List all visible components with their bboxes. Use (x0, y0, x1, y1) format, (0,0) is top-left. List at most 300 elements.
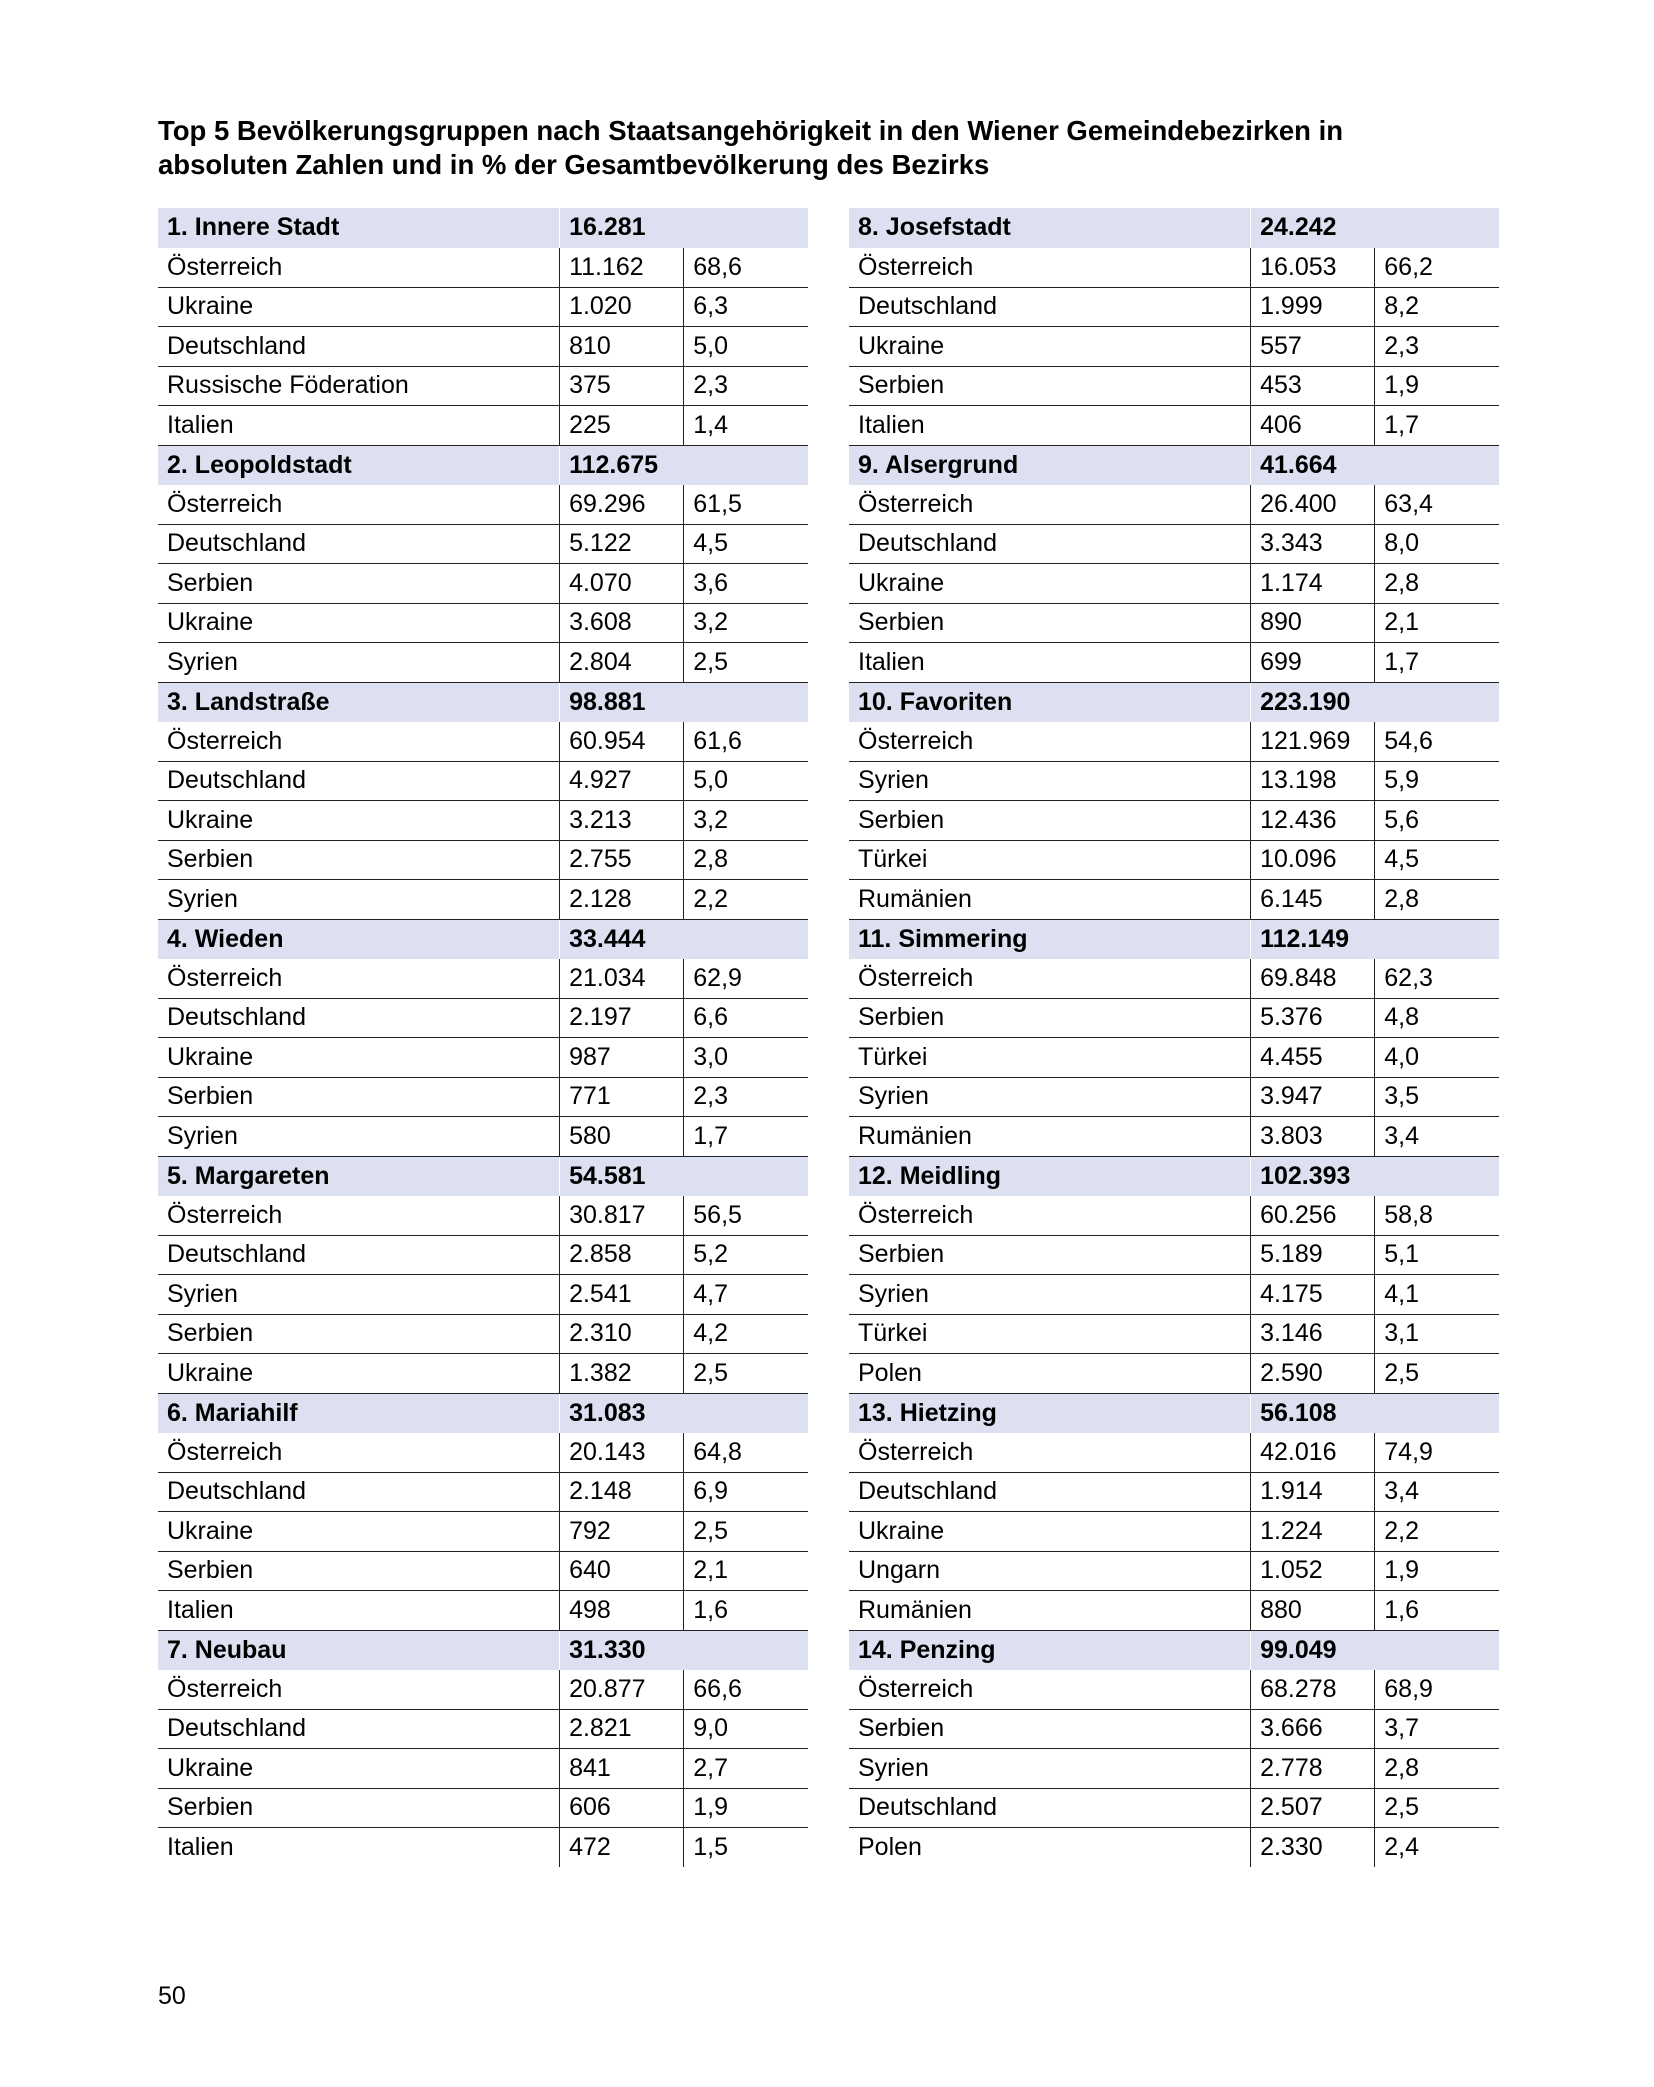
country-name: Österreich (849, 1196, 1251, 1236)
table-row (158, 366, 808, 406)
country-name: Ukraine (158, 603, 560, 643)
country-name: Polen (849, 1354, 1251, 1394)
country-name: Serbien (849, 603, 1251, 643)
district-name: 3. Landstraße (158, 682, 560, 722)
percent-share: 1,9 (684, 1788, 808, 1828)
table-row (158, 564, 808, 604)
percent-share: 2,1 (684, 1551, 808, 1591)
country-name: Rumänien (849, 880, 1251, 920)
district-name: 4. Wieden (158, 919, 560, 959)
district-name: 10. Favoriten (849, 682, 1251, 722)
table-row (849, 1670, 1499, 1710)
table-row (849, 1077, 1499, 1117)
percent-share: 63,4 (1375, 485, 1499, 525)
absolute-count: 375 (560, 366, 684, 406)
district-total: 112.149 (1251, 919, 1499, 959)
percent-share: 56,5 (684, 1196, 808, 1236)
table-row (158, 1472, 808, 1512)
table-row (849, 1512, 1499, 1552)
percent-share: 2,8 (684, 840, 808, 880)
district-table-left (158, 208, 808, 1867)
table-row (849, 406, 1499, 446)
district-name: 1. Innere Stadt (158, 208, 560, 248)
percent-share: 66,6 (684, 1670, 808, 1710)
district-name: 8. Josefstadt (849, 208, 1251, 248)
percent-share: 4,0 (1375, 1038, 1499, 1078)
absolute-count: 3.666 (1251, 1709, 1375, 1749)
country-name: Polen (858, 1833, 922, 1861)
percent-share: 8,2 (1375, 287, 1499, 327)
percent-share: 4,2 (684, 1314, 808, 1354)
percent-share: 3,4 (1375, 1117, 1499, 1157)
district-name: 6. Mariahilf (158, 1393, 560, 1433)
percent-share: 1,7 (1375, 643, 1499, 683)
country-name: Syrien (158, 643, 560, 683)
country-name: Syrien (158, 880, 560, 920)
absolute-count: 3.947 (1251, 1077, 1375, 1117)
table-row (158, 1077, 808, 1117)
percent-share: 3,0 (684, 1038, 808, 1078)
table-row (158, 1709, 808, 1749)
table-row (158, 406, 808, 446)
table-row (849, 287, 1499, 327)
country-name: Österreich (849, 722, 1251, 762)
district-total: 112.675 (560, 445, 808, 485)
table-row (158, 959, 808, 999)
percent-share: 4,5 (684, 524, 808, 564)
absolute-count: 60.954 (560, 722, 684, 762)
absolute-count: 5.122 (560, 524, 684, 564)
table-row (158, 998, 808, 1038)
country-name: Italien (158, 406, 560, 446)
absolute-count: 557 (1251, 327, 1375, 367)
country-name: Ungarn (849, 1551, 1251, 1591)
table-row (158, 1117, 808, 1157)
table-row (158, 1038, 808, 1078)
district-total: 223.190 (1251, 682, 1499, 722)
table-row (849, 1275, 1499, 1315)
district-total: 31.083 (560, 1393, 808, 1433)
country-name: Österreich (849, 959, 1251, 999)
percent-share: 6,6 (684, 998, 808, 1038)
percent-share: 2,5 (1375, 1788, 1499, 1828)
page-number: 50 (158, 1982, 186, 2010)
percent-share: 66,2 (1375, 248, 1499, 288)
table-row (849, 643, 1499, 683)
percent-share: 62,3 (1375, 959, 1499, 999)
percent-share: 3,6 (684, 564, 808, 604)
absolute-count: 699 (1251, 643, 1375, 683)
district-header-row (849, 208, 1499, 248)
table-row (158, 1670, 808, 1710)
percent-share: 3,5 (1375, 1077, 1499, 1117)
table-row (849, 327, 1499, 367)
absolute-count: 3.213 (560, 801, 684, 841)
percent-share: 1,6 (1375, 1591, 1499, 1631)
table-row (849, 564, 1499, 604)
country-name: Österreich (158, 1433, 560, 1473)
table-row (158, 1235, 808, 1275)
district-header-row (158, 1630, 808, 1670)
country-name: Österreich (158, 959, 560, 999)
country-name: Serbien (849, 366, 1251, 406)
table-row (158, 1828, 808, 1868)
percent-share: 2,8 (1375, 880, 1499, 920)
country-name: Deutschland (158, 327, 560, 367)
table-row (849, 801, 1499, 841)
district-total: 99.049 (1251, 1630, 1499, 1670)
table-row (849, 603, 1499, 643)
table-row (158, 1512, 808, 1552)
absolute-count: 225 (560, 406, 684, 446)
absolute-count: 4.175 (1251, 1275, 1375, 1315)
table-row (158, 1354, 808, 1394)
country-name: Türkei (849, 1314, 1251, 1354)
district-name: 5. Margareten (158, 1156, 560, 1196)
absolute-count: 498 (560, 1591, 684, 1631)
district-header-row (849, 1393, 1499, 1433)
district-header-row (849, 919, 1499, 959)
percent-share: 6,3 (684, 287, 808, 327)
percent-share: 2,3 (684, 366, 808, 406)
table-row (158, 1551, 808, 1591)
country-name: Österreich (158, 485, 560, 525)
percent-share: 5,0 (684, 327, 808, 367)
percent-share: 2,2 (684, 880, 808, 920)
absolute-count: 21.034 (560, 959, 684, 999)
percent-share: 2,3 (1375, 327, 1499, 367)
percent-share: 5,1 (1375, 1235, 1499, 1275)
absolute-count: 2.330 (1251, 1828, 1375, 1868)
country-name: Serbien (158, 1077, 560, 1117)
percent-share: 61,6 (684, 722, 808, 762)
table-row (158, 1314, 808, 1354)
table-row (158, 1788, 808, 1828)
percent-share: 2,5 (684, 1354, 808, 1394)
percent-share: 2,2 (1375, 1512, 1499, 1552)
percent-share: 2,5 (1375, 1354, 1499, 1394)
district-header-row (158, 1156, 808, 1196)
percent-share: 2,8 (1375, 1749, 1499, 1789)
percent-share: 5,9 (1375, 761, 1499, 801)
country-name: Serbien (158, 564, 560, 604)
country-name: Ukraine (158, 1354, 560, 1394)
absolute-count: 3.803 (1251, 1117, 1375, 1157)
country-name: Deutschland (849, 287, 1251, 327)
country-name: Syrien (158, 1117, 560, 1157)
country-name: Serbien (849, 998, 1251, 1038)
percent-share: 61,5 (684, 485, 808, 525)
table-row (849, 761, 1499, 801)
percent-share: 3,7 (1375, 1709, 1499, 1749)
table-row (849, 722, 1499, 762)
district-total: 33.444 (560, 919, 808, 959)
table-row (849, 880, 1499, 920)
country-name: Syrien (849, 1275, 1251, 1315)
absolute-count: 20.877 (560, 1670, 684, 1710)
table-row (849, 1472, 1499, 1512)
country-name: Serbien (849, 801, 1251, 841)
country-name: Deutschland (158, 1472, 560, 1512)
absolute-count: 2.755 (560, 840, 684, 880)
percent-share: 4,7 (684, 1275, 808, 1315)
percent-share: 1,7 (1375, 406, 1499, 446)
table-row (849, 998, 1499, 1038)
country-name: Österreich (849, 1670, 1251, 1710)
table-row (158, 248, 808, 288)
percent-share: 68,9 (1375, 1670, 1499, 1710)
absolute-count: 68.278 (1251, 1670, 1375, 1710)
page-title: Top 5 Bevölkerungsgruppen nach Staatsangehörigkeit in den Wiener Gemeindebezirken in absoluten Zahlen und in % der Gesamtbevölkerung des Bezirks (158, 115, 1344, 180)
absolute-count: 2.541 (560, 1275, 684, 1315)
district-header-row (849, 1156, 1499, 1196)
district-header-row (849, 682, 1499, 722)
absolute-count: 11.162 (560, 248, 684, 288)
percent-share: 4,5 (1375, 840, 1499, 880)
percent-share: 2,7 (684, 1749, 808, 1789)
table-row (158, 485, 808, 525)
absolute-count: 121.969 (1251, 722, 1375, 762)
country-name: Syrien (158, 1275, 560, 1315)
absolute-count: 3.608 (560, 603, 684, 643)
percent-share: 2,8 (1375, 564, 1499, 604)
table-row (158, 801, 808, 841)
absolute-count: 10.096 (1251, 840, 1375, 880)
district-header-row (158, 682, 808, 722)
percent-share: 1,6 (684, 1591, 808, 1631)
district-header-row (849, 445, 1499, 485)
country-name: Ukraine (849, 327, 1251, 367)
country-name: Österreich (849, 485, 1251, 525)
absolute-count: 841 (560, 1749, 684, 1789)
country-name: Serbien (158, 1314, 560, 1354)
country-name: Ukraine (158, 801, 560, 841)
district-total: 31.330 (560, 1630, 808, 1670)
table-row (158, 1275, 808, 1315)
country-name: Türkei (849, 1038, 1251, 1078)
absolute-count: 2.507 (1251, 1788, 1375, 1828)
table-row (158, 643, 808, 683)
percent-share: 5,2 (684, 1235, 808, 1275)
table-row (158, 524, 808, 564)
absolute-count: 771 (560, 1077, 684, 1117)
table-row (158, 1196, 808, 1236)
percent-share: 8,0 (1375, 524, 1499, 564)
percent-share: 64,8 (684, 1433, 808, 1473)
absolute-count: 987 (560, 1038, 684, 1078)
absolute-count: 1.914 (1251, 1472, 1375, 1512)
country-name: Österreich (158, 248, 560, 288)
absolute-count: 16.053 (1251, 248, 1375, 288)
district-total: 98.881 (560, 682, 808, 722)
absolute-count: 4.070 (560, 564, 684, 604)
absolute-count: 2.197 (560, 998, 684, 1038)
absolute-count: 20.143 (560, 1433, 684, 1473)
absolute-count: 69.848 (1251, 959, 1375, 999)
absolute-count: 472 (560, 1828, 684, 1868)
country-name: Syrien (849, 1749, 1251, 1789)
percent-share: 5,6 (1375, 801, 1499, 841)
table-row (849, 1117, 1499, 1157)
country-name: Türkei (849, 840, 1251, 880)
country-name: Ukraine (849, 1512, 1251, 1552)
district-header-row (849, 1630, 1499, 1670)
absolute-count: 4.927 (560, 761, 684, 801)
country-name: Syrien (849, 1077, 1251, 1117)
table-row (849, 1788, 1499, 1828)
table-row (158, 327, 808, 367)
absolute-count: 26.400 (1251, 485, 1375, 525)
district-total: 41.664 (1251, 445, 1499, 485)
percent-share: 54,6 (1375, 722, 1499, 762)
percent-share: 2,5 (684, 1512, 808, 1552)
absolute-count: 6.145 (1251, 880, 1375, 920)
absolute-count: 792 (560, 1512, 684, 1552)
percent-share: 74,9 (1375, 1433, 1499, 1473)
country-name: Deutschland (158, 761, 560, 801)
country-name: Österreich (158, 1670, 560, 1710)
table-row (849, 1235, 1499, 1275)
absolute-count: 2.821 (560, 1709, 684, 1749)
table-row (849, 1354, 1499, 1394)
absolute-count: 2.590 (1251, 1354, 1375, 1394)
absolute-count: 13.198 (1251, 761, 1375, 801)
table-row (849, 248, 1499, 288)
table-row (849, 1709, 1499, 1749)
absolute-count: 1.020 (560, 287, 684, 327)
district-name: 2. Leopoldstadt (158, 445, 560, 485)
percent-share: 1,4 (684, 406, 808, 446)
country-name: Ukraine (158, 287, 560, 327)
country-name: Österreich (158, 1196, 560, 1236)
country-name: Russische Föderation (158, 366, 560, 406)
absolute-count: 606 (560, 1788, 684, 1828)
district-total: 56.108 (1251, 1393, 1499, 1433)
absolute-count: 810 (560, 327, 684, 367)
table-row (158, 880, 808, 920)
country-name: Serbien (849, 1709, 1251, 1749)
percent-share: 2,4 (1375, 1828, 1499, 1868)
absolute-count: 12.436 (1251, 801, 1375, 841)
absolute-count: 1.224 (1251, 1512, 1375, 1552)
percent-share: 5,0 (684, 761, 808, 801)
country-name: Italien (167, 1833, 234, 1861)
percent-share: 1,5 (684, 1828, 808, 1868)
table-row (849, 1591, 1499, 1631)
district-name: 12. Meidling (849, 1156, 1251, 1196)
table-row (849, 840, 1499, 880)
percent-share: 3,4 (1375, 1472, 1499, 1512)
country-name: Deutschland (158, 1235, 560, 1275)
absolute-count: 580 (560, 1117, 684, 1157)
absolute-count: 640 (560, 1551, 684, 1591)
table-row (158, 287, 808, 327)
table-row (158, 1749, 808, 1789)
district-name: 7. Neubau (158, 1630, 560, 1670)
absolute-count: 69.296 (560, 485, 684, 525)
table-row (158, 1591, 808, 1631)
table-row (849, 1314, 1499, 1354)
percent-share: 4,8 (1375, 998, 1499, 1038)
absolute-count: 42.016 (1251, 1433, 1375, 1473)
country-name: Italien (849, 643, 1251, 683)
district-total: 102.393 (1251, 1156, 1499, 1196)
absolute-count: 4.455 (1251, 1038, 1375, 1078)
percent-share: 2,3 (684, 1077, 808, 1117)
country-name: Serbien (849, 1235, 1251, 1275)
district-total: 24.242 (1251, 208, 1499, 248)
country-name: Syrien (849, 761, 1251, 801)
table-row (849, 1038, 1499, 1078)
table-row (849, 1828, 1499, 1868)
absolute-count: 2.858 (560, 1235, 684, 1275)
country-name: Deutschland (158, 998, 560, 1038)
absolute-count: 3.343 (1251, 524, 1375, 564)
table-row (849, 524, 1499, 564)
district-name: 14. Penzing (849, 1630, 1251, 1670)
country-name: Serbien (158, 1551, 560, 1591)
country-name: Rumänien (849, 1591, 1251, 1631)
table-row (158, 761, 808, 801)
district-name: 13. Hietzing (849, 1393, 1251, 1433)
district-header-row (158, 1393, 808, 1433)
country-name: Deutschland (849, 1788, 1251, 1828)
percent-share: 3,2 (684, 801, 808, 841)
absolute-count: 2.148 (560, 1472, 684, 1512)
country-name: Italien (849, 406, 1251, 446)
absolute-count: 2.778 (1251, 1749, 1375, 1789)
absolute-count: 406 (1251, 406, 1375, 446)
absolute-count: 60.256 (1251, 1196, 1375, 1236)
district-header-row (158, 208, 808, 248)
country-name: Österreich (849, 248, 1251, 288)
absolute-count: 1.382 (560, 1354, 684, 1394)
percent-share: 1,7 (684, 1117, 808, 1157)
absolute-count: 30.817 (560, 1196, 684, 1236)
table-row (158, 603, 808, 643)
percent-share: 2,5 (684, 643, 808, 683)
absolute-count: 1.999 (1251, 287, 1375, 327)
country-name: Deutschland (158, 524, 560, 564)
absolute-count: 1.174 (1251, 564, 1375, 604)
table-row (849, 959, 1499, 999)
country-name: Serbien (158, 1788, 560, 1828)
district-total: 54.581 (560, 1156, 808, 1196)
country-name: Rumänien (849, 1117, 1251, 1157)
percent-share: 62,9 (684, 959, 808, 999)
percent-share: 3,2 (684, 603, 808, 643)
absolute-count: 890 (1251, 603, 1375, 643)
district-header-row (158, 919, 808, 959)
percent-share: 9,0 (684, 1709, 808, 1749)
table-row (849, 1749, 1499, 1789)
absolute-count: 2.804 (560, 643, 684, 683)
absolute-count: 2.128 (560, 880, 684, 920)
country-name: Ukraine (158, 1749, 560, 1789)
district-name: 9. Alsergrund (849, 445, 1251, 485)
absolute-count: 3.146 (1251, 1314, 1375, 1354)
district-name: 11. Simmering (849, 919, 1251, 959)
district-total: 16.281 (560, 208, 808, 248)
percent-share: 1,9 (1375, 1551, 1499, 1591)
absolute-count: 880 (1251, 1591, 1375, 1631)
country-name: Ukraine (158, 1512, 560, 1552)
country-name: Serbien (158, 840, 560, 880)
district-header-row (158, 445, 808, 485)
table-row (158, 840, 808, 880)
country-name: Deutschland (849, 524, 1251, 564)
country-name: Deutschland (849, 1472, 1251, 1512)
